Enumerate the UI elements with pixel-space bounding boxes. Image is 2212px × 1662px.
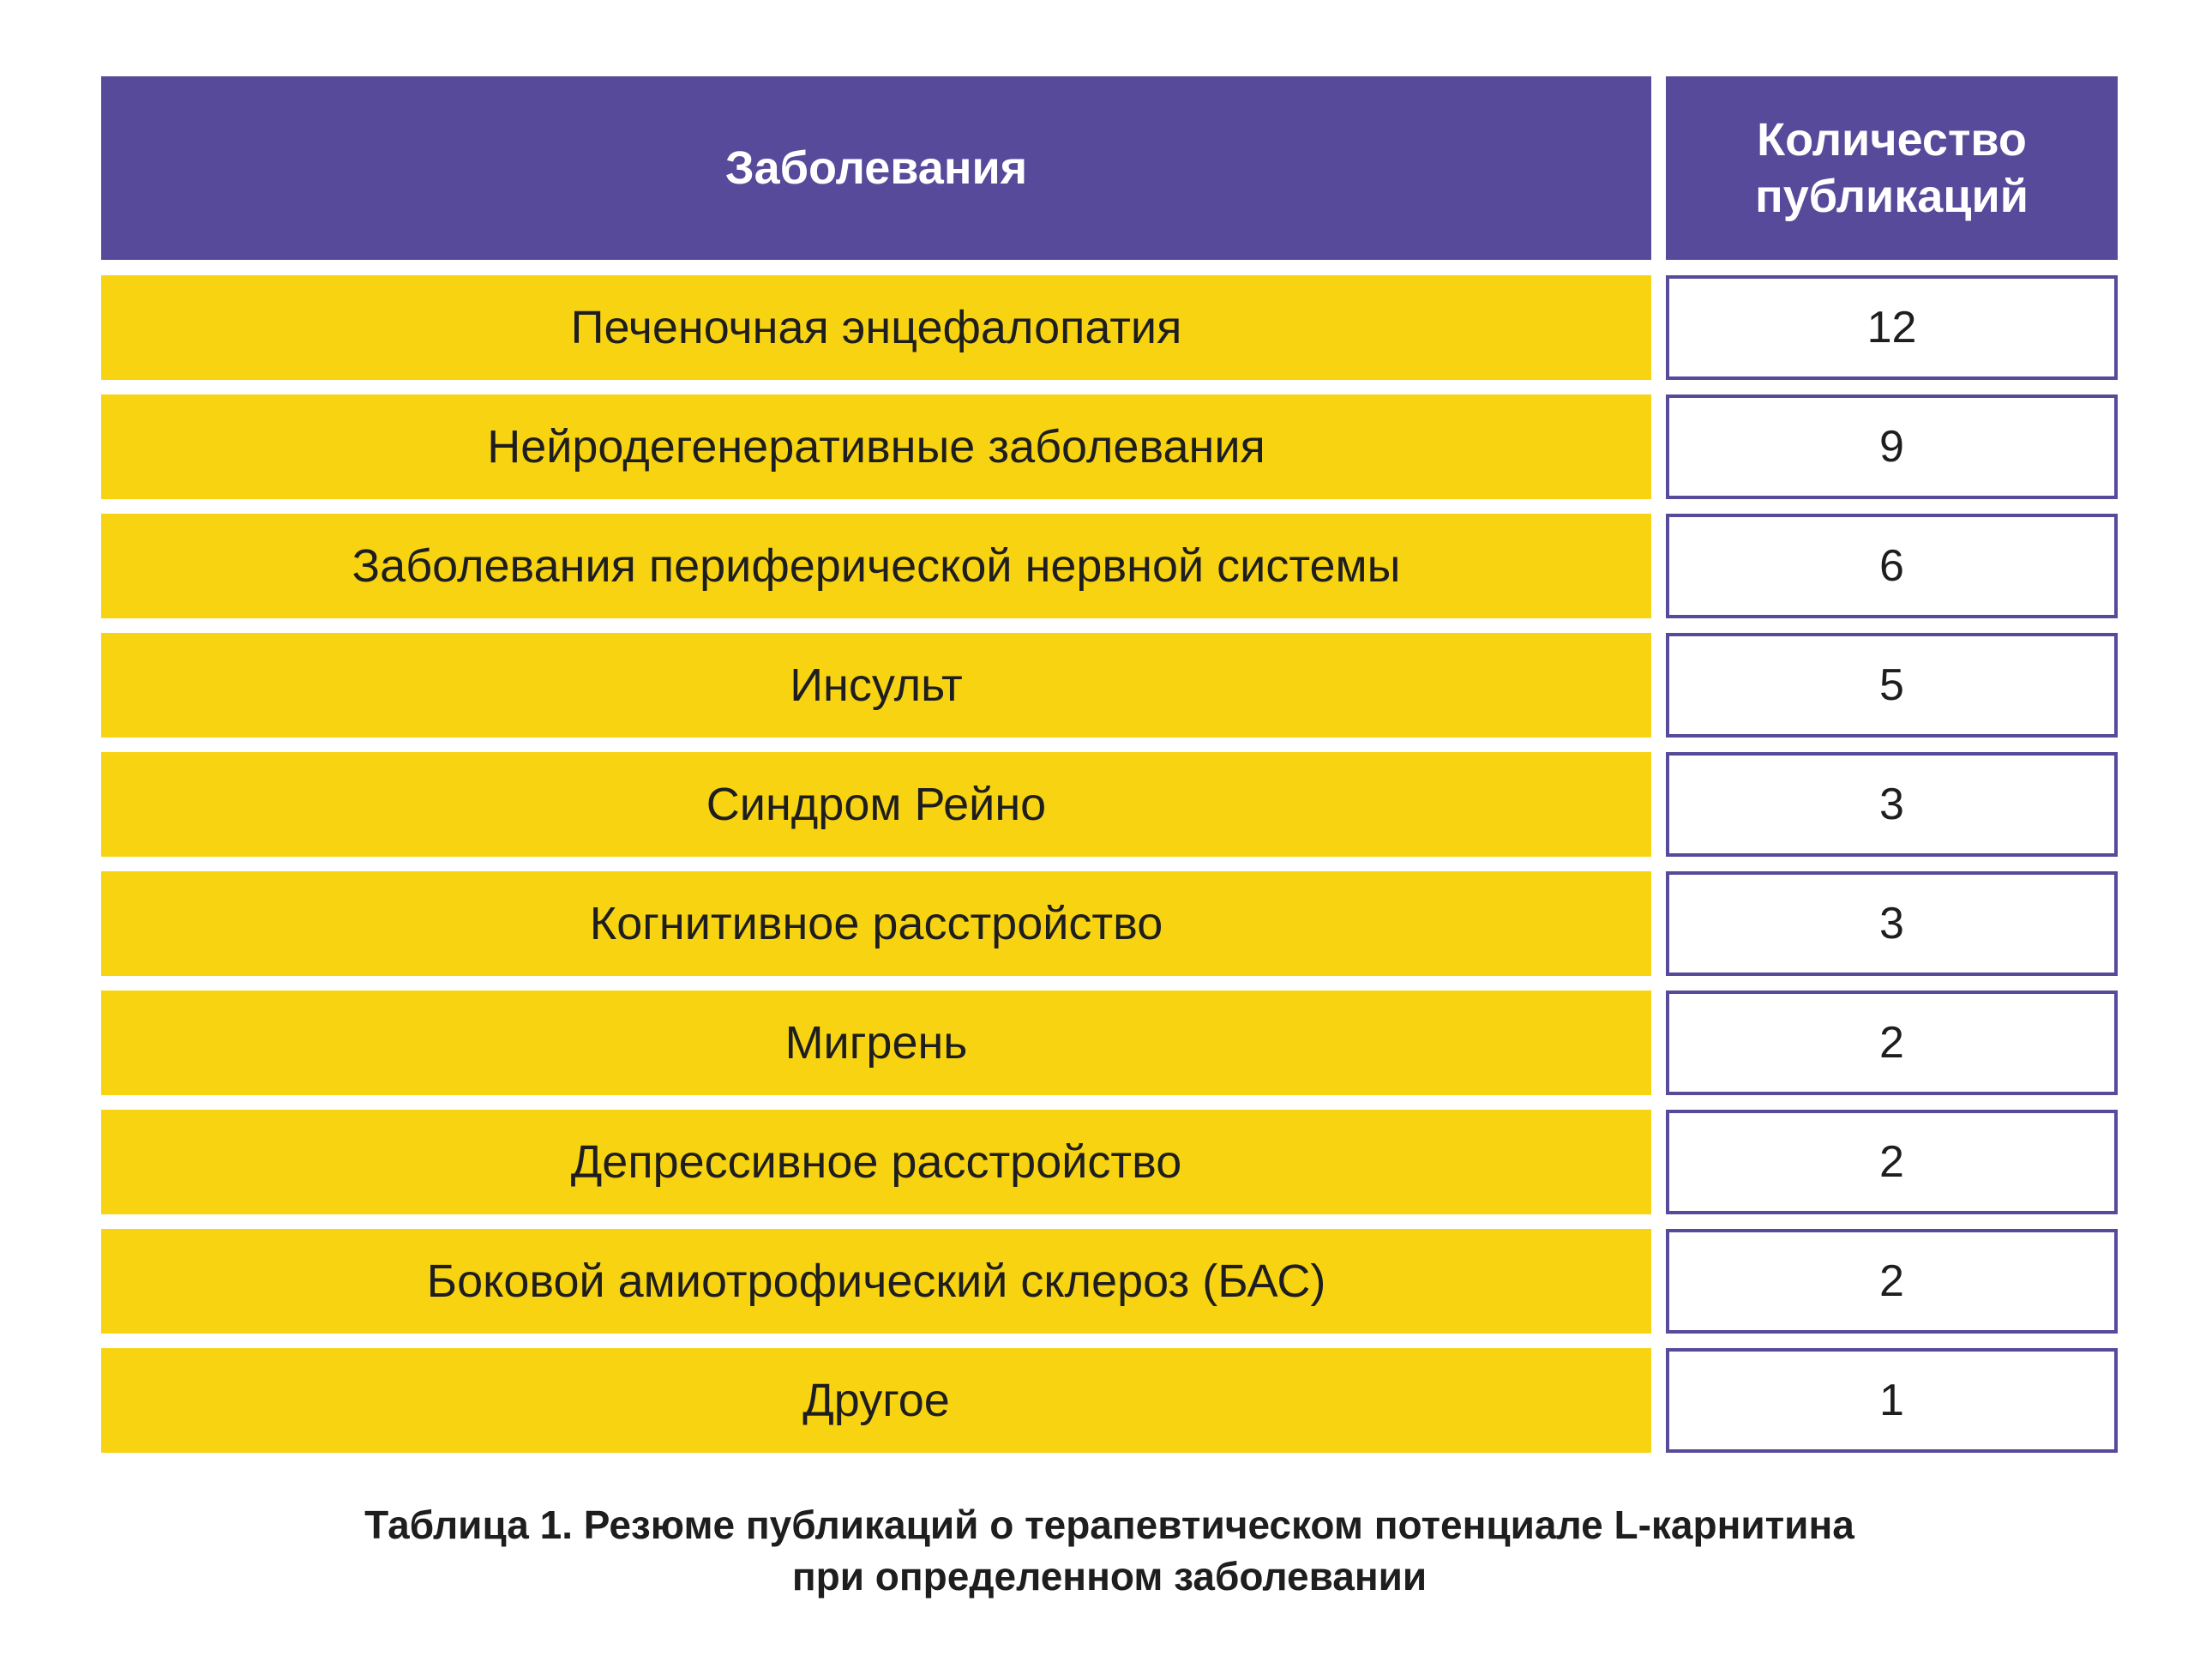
disease-cell: Инсульт xyxy=(101,633,1651,738)
header-count xyxy=(1666,76,2118,260)
disease-cell: Мигрень xyxy=(101,991,1651,1095)
disease-cell: Боковой амиотрофический склероз (БАС) xyxy=(101,1229,1651,1334)
table-row xyxy=(101,1229,2118,1334)
table-row xyxy=(101,752,2118,857)
disease-cell: Печеночная энцефалопатия xyxy=(101,275,1651,380)
disease-cell: Другое xyxy=(101,1348,1651,1453)
count-cell: 1 xyxy=(1666,1348,2118,1453)
header-disease xyxy=(101,76,1651,260)
disease-cell: Нейродегенеративные заболевания xyxy=(101,394,1651,499)
table-row xyxy=(101,633,2118,738)
count-cell: 5 xyxy=(1666,633,2118,738)
caption-line-2: при определенном заболевании xyxy=(791,1554,1428,1599)
disease-cell: Синдром Рейно xyxy=(101,752,1651,857)
table-row xyxy=(101,871,2118,976)
table-row xyxy=(101,394,2118,499)
table-row xyxy=(101,1348,2118,1453)
disease-cell: Депрессивное расстройство xyxy=(101,1110,1651,1214)
header-disease-label: Заболевания xyxy=(724,142,1028,194)
count-cell: 12 xyxy=(1666,275,2118,380)
disease-cell: Когнитивное расстройство xyxy=(101,871,1651,976)
table-row xyxy=(101,275,2118,380)
header-count-line1: Количество xyxy=(1757,114,2027,166)
count-cell: 3 xyxy=(1666,871,2118,976)
disease-cell: Заболевания периферической нервной системы xyxy=(101,514,1651,618)
count-cell: 3 xyxy=(1666,752,2118,857)
table-header-row xyxy=(101,76,2118,260)
table-row xyxy=(101,514,2118,618)
count-cell: 6 xyxy=(1666,514,2118,618)
table-caption xyxy=(101,1499,2118,1602)
count-cell: 2 xyxy=(1666,991,2118,1095)
table-row xyxy=(101,1110,2118,1214)
caption-line-1: Таблица 1. Резюме публикаций о терапевтическом потенциале L-карнитина xyxy=(364,1502,1854,1547)
count-cell: 9 xyxy=(1666,394,2118,499)
publications-table xyxy=(101,76,2118,1467)
count-cell: 2 xyxy=(1666,1110,2118,1214)
count-cell: 2 xyxy=(1666,1229,2118,1334)
table-row xyxy=(101,991,2118,1095)
header-count-line2: публикаций xyxy=(1755,171,2029,222)
